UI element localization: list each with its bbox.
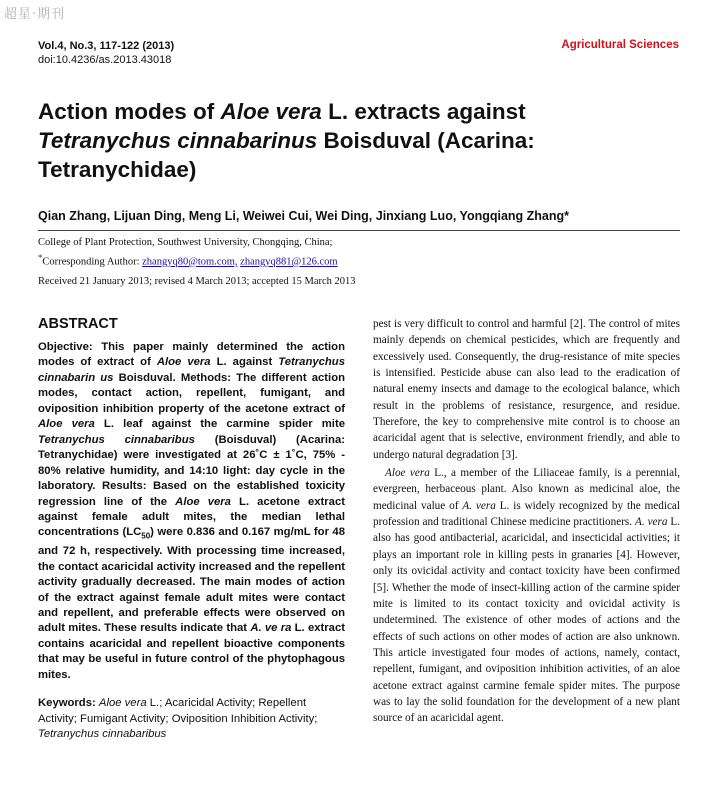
journal-name: Agricultural Sciences [561,39,679,51]
journal-citation [38,39,174,67]
email-link[interactable]: zhangyq80@tom.com, [142,256,238,268]
affiliation [38,236,678,270]
watermark: 超星·期刊 [4,7,66,22]
abstract-column [38,316,345,743]
body-paragraph: Aloe vera L., a member of the Liliaceae family, is a perennial, evergreen, herbaceous plant. Also known as medicinal aloe, the medicinal value of A. vera L. is widely recognized by the medical profession and traditional Chinese medicine practitioners. A. vera L. also has good antibacterial, acaricidal, and insecticidal activities; it plays an important role in killing pests in granaries [4]. However, only its ovicidal activity and contact toxicity have been confirmed [5]. Whether the mode of insect-killing action of the carmine spider mite is limited to its contact toxicity and ovicidal activity is undetermined. The existence of other modes of actions and the effects of such actions on other modes of action are also unknown. This article investigated four modes of actions, namely, contact, repellent, fumigant, and oviposition inhibition activities, of an aloe acetone extract against carmine female spider mites. The purpose was to lay the solid foundation for the development of a new plant source of an acaricidal agent. [373,467,681,725]
college: College of Plant Protection, Southwest University, Chongqing, China; [38,237,333,248]
doi: doi:10.4236/as.2013.43018 [38,54,172,66]
abstract-heading: ABSTRACT [38,316,118,332]
keywords: Keywords: Aloe vera L.; Acaricidal Activity; Repellent Activity; Fumigant Activity; Oviposition Inhibition Activity; Tetranychus cinnabaribus [38,697,318,741]
received-dates: Received 21 January 2013; revised 4 March 2013; accepted 15 March 2013 [38,276,356,287]
body-column [373,316,680,727]
paper-title: Action modes of Aloe vera L. extracts against Tetranychus cinnabarinus Boisduval (Acarina: Tetranychidae) [38,99,535,182]
email-link[interactable]: zhangyq881@126.com [240,256,338,268]
author-list: Qian Zhang, Lijuan Ding, Meng Li, Weiwei Cui, Wei Ding, Jinxiang Luo, Yongqiang Zhang* [38,209,570,223]
body-paragraph: pest is very difficult to control and harmful [2]. The control of mites mainly depends on chemical pesticides, which are frequently and excessively used. Consequently, the drug-resistance of mite species is intensified. Pesticide abuse can also lead to the eradication of natural enemy insects and damage to the ecological balance, which result in the problems of resistance, resurgence, and residue. Therefore, the key to comprehensive mite control is to choose an acaricidal agent that is selective, environment friendly, and able to undergo natural degradation [3]. [373,318,680,461]
volume-line: Vol.4, No.3, 117-122 (2013) [38,40,175,52]
divider [38,230,680,231]
corresponding-author: *Corresponding Author: zhangyq80@tom.com, zhangyq881@126.com [38,252,338,268]
abstract-text: Objective: This paper mainly determined the action modes of extract of Aloe vera L. against Tetranychus cinnabarin us Boisduval. Methods: The different action modes, contact action, repellent, fumigant, and oviposition inhibition property of the acetone extract of Aloe vera L. leaf against the carmine spider mite Tetranychus cinnabaribus (Boisduval) (Acarina: Tetranychidae) were investigated at 26˚C ± 1˚C, 75% - 80% relative humidity, and 14:10 light: day cycle in the laboratory. Results: Based on the established toxicity regression line of the Aloe vera L. acetone extract against female adult mites, the median lethal concentrations $(LC_{50})$ were 0.836 and 0.167 mg/mL for 48 and 72 h, respectively. With processing time increased, the contact acaricidal activity increased and the repellent activity gradually decreased. The main modes of action of the extract against female adult mites were contact and repellent, and preferable effects were observed on adult mites. These results indicate that A. ve ra L. extract contains acaricidal and repellent bioactive components that may be useful in future control of the phytophagous mites. [38,341,346,681]
